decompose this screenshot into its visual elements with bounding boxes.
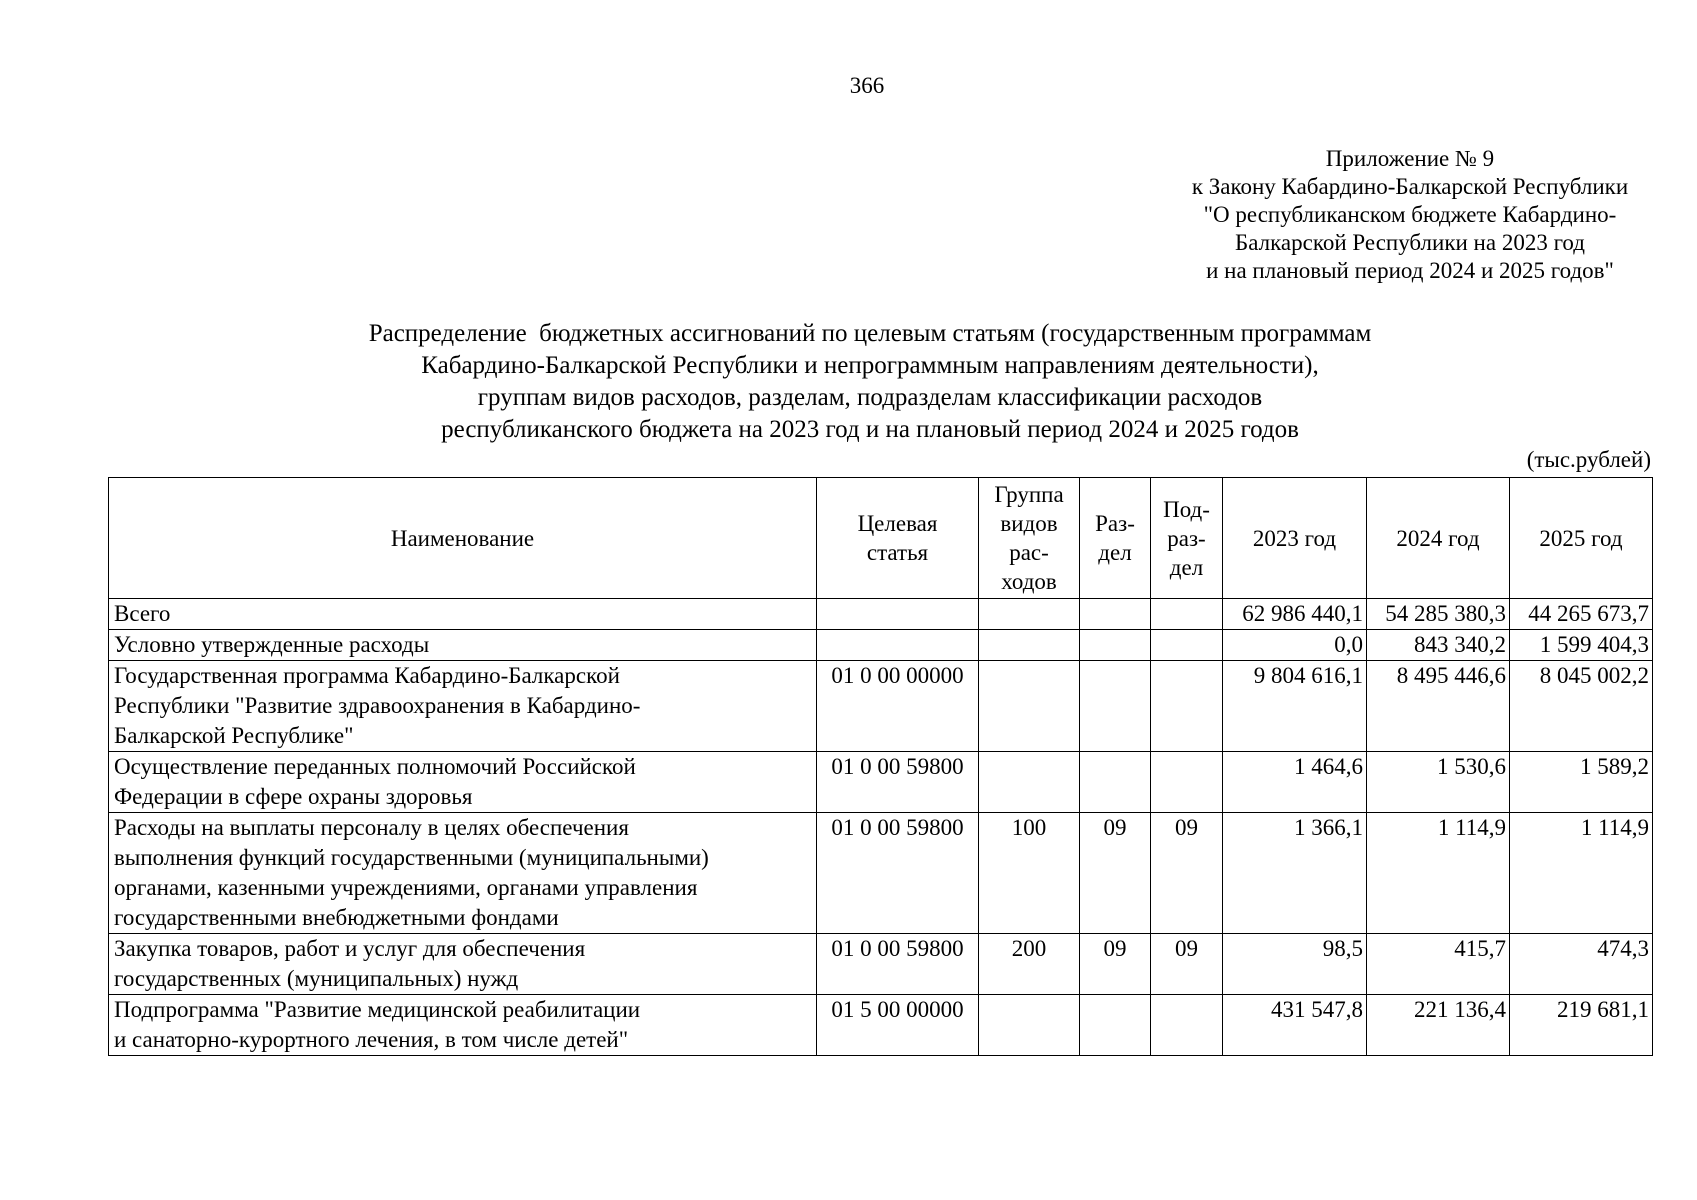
header-line: Под- (1163, 496, 1210, 522)
table-row (109, 934, 1653, 995)
table-row (109, 599, 1653, 630)
row-2024: 415,7 (1367, 934, 1510, 995)
row-name-line: Государственная программа Кабардино-Балкарской (114, 663, 620, 688)
header-line: видов (1000, 511, 1058, 536)
table-header-row (109, 478, 1653, 599)
row-2025: 1 589,2 (1510, 752, 1653, 813)
row-subsection (1151, 599, 1223, 630)
row-2023: 431 547,8 (1223, 995, 1367, 1056)
row-name (109, 934, 817, 995)
row-target (817, 630, 979, 661)
table-row (109, 661, 1653, 752)
row-subsection (1151, 661, 1223, 752)
header-section (1080, 478, 1151, 599)
header-2023: 2023 год (1223, 478, 1367, 599)
row-section: 09 (1080, 934, 1151, 995)
row-group: 100 (979, 813, 1080, 934)
row-name (109, 813, 817, 934)
row-name-line: государственными внебюджетными фондами (114, 905, 559, 930)
appendix-line: Балкарской Республики на 2023 год (1235, 230, 1585, 255)
row-section (1080, 599, 1151, 630)
appendix-line: "О республиканском бюджете Кабардино- (1203, 202, 1617, 227)
row-group (979, 995, 1080, 1056)
row-2024: 221 136,4 (1367, 995, 1510, 1056)
row-target: 01 0 00 00000 (817, 661, 979, 752)
row-subsection (1151, 630, 1223, 661)
row-name-line: Всего (114, 601, 171, 626)
appendix-block (1170, 145, 1650, 285)
header-group (979, 478, 1080, 599)
row-2024: 54 285 380,3 (1367, 599, 1510, 630)
row-subsection (1151, 752, 1223, 813)
row-section (1080, 630, 1151, 661)
row-2023: 0,0 (1223, 630, 1367, 661)
row-name-line: Осуществление переданных полномочий Российской (114, 754, 636, 779)
table-row (109, 752, 1653, 813)
header-line: Целевая (857, 511, 938, 536)
row-name-line: выполнения функций государственными (муниципальными) (114, 845, 709, 870)
row-2025: 474,3 (1510, 934, 1653, 995)
header-line: дел (1169, 554, 1204, 580)
row-target: 01 0 00 59800 (817, 934, 979, 995)
row-group: 200 (979, 934, 1080, 995)
header-2025: 2025 год (1510, 478, 1653, 599)
row-2023: 62 986 440,1 (1223, 599, 1367, 630)
row-subsection: 09 (1151, 934, 1223, 995)
row-target: 01 0 00 59800 (817, 813, 979, 934)
table-row (109, 630, 1653, 661)
header-line: раз- (1167, 525, 1206, 551)
row-name-line: Подпрограмма "Развитие медицинской реабилитации (114, 997, 641, 1022)
row-name-line: Условно утвержденные расходы (114, 632, 430, 657)
header-line: рас- (1009, 540, 1049, 565)
row-2025: 8 045 002,2 (1510, 661, 1653, 752)
title-line: Распределение бюджетных ассигнований по целевым статьям (государственным программам (368, 320, 1372, 347)
row-group (979, 630, 1080, 661)
header-line: ходов (1001, 569, 1057, 594)
unit-label: (тыс.рублей) (1526, 447, 1651, 472)
row-group (979, 599, 1080, 630)
page-number: 366 (849, 73, 885, 98)
row-name (109, 752, 817, 813)
header-target (817, 478, 979, 599)
row-subsection: 09 (1151, 813, 1223, 934)
row-subsection (1151, 995, 1223, 1056)
row-2023: 1 464,6 (1223, 752, 1367, 813)
row-name (109, 630, 817, 661)
budget-table (108, 477, 1653, 1056)
row-name-line: Республики "Развитие здравоохранения в Кабардино- (114, 693, 641, 718)
row-name-line: Закупка товаров, работ и услуг для обеспечения (114, 936, 586, 961)
table-row (109, 995, 1653, 1056)
row-name (109, 995, 817, 1056)
title-line: группам видов расходов, разделам, подразделам классификации расходов (477, 384, 1263, 411)
row-name-line: государственных (муниципальных) нужд (114, 966, 519, 991)
row-name (109, 661, 817, 752)
header-subsection (1151, 478, 1223, 599)
row-group (979, 661, 1080, 752)
row-section (1080, 752, 1151, 813)
title-line: республиканского бюджета на 2023 год и на плановый период 2024 и 2025 годов (441, 416, 1299, 443)
document-title (180, 318, 1560, 446)
row-2025: 1 114,9 (1510, 813, 1653, 934)
row-section: 09 (1080, 813, 1151, 934)
row-2025: 1 599 404,3 (1510, 630, 1653, 661)
row-name-line: органами, казенными учреждениями, органами управления (114, 875, 698, 900)
header-line: Раз- (1095, 511, 1135, 536)
header-line: дел (1098, 540, 1132, 565)
row-group (979, 752, 1080, 813)
row-name-line: Балкарской Республике" (114, 723, 354, 748)
row-name-line: и санаторно-курортного лечения, в том числе детей" (114, 1027, 629, 1052)
row-section (1080, 995, 1151, 1056)
row-2024: 1 530,6 (1367, 752, 1510, 813)
row-name-line: Федерации в сфере охраны здоровья (114, 784, 473, 809)
header-line: Группа (994, 482, 1064, 507)
row-section (1080, 661, 1151, 752)
row-name (109, 599, 817, 630)
row-2024: 8 495 446,6 (1367, 661, 1510, 752)
row-2023: 9 804 616,1 (1223, 661, 1367, 752)
row-target (817, 599, 979, 630)
row-name-line: Расходы на выплаты персоналу в целях обеспечения (114, 815, 629, 840)
row-2023: 1 366,1 (1223, 813, 1367, 934)
row-2025: 219 681,1 (1510, 995, 1653, 1056)
title-line: Кабардино-Балкарской Республики и непрограммным направлениям деятельности), (421, 352, 1319, 379)
row-target: 01 5 00 00000 (817, 995, 979, 1056)
header-2024: 2024 год (1367, 478, 1510, 599)
row-target: 01 0 00 59800 (817, 752, 979, 813)
row-2024: 843 340,2 (1367, 630, 1510, 661)
header-line: статья (866, 540, 929, 565)
row-2024: 1 114,9 (1367, 813, 1510, 934)
appendix-line: к Закону Кабардино-Балкарской Республики (1191, 174, 1629, 199)
appendix-line: Приложение № 9 (1325, 146, 1495, 171)
header-name: Наименование (109, 478, 817, 599)
row-2025: 44 265 673,7 (1510, 599, 1653, 630)
row-2023: 98,5 (1223, 934, 1367, 995)
table-row (109, 813, 1653, 934)
appendix-line: и на плановый период 2024 и 2025 годов" (1206, 258, 1614, 283)
